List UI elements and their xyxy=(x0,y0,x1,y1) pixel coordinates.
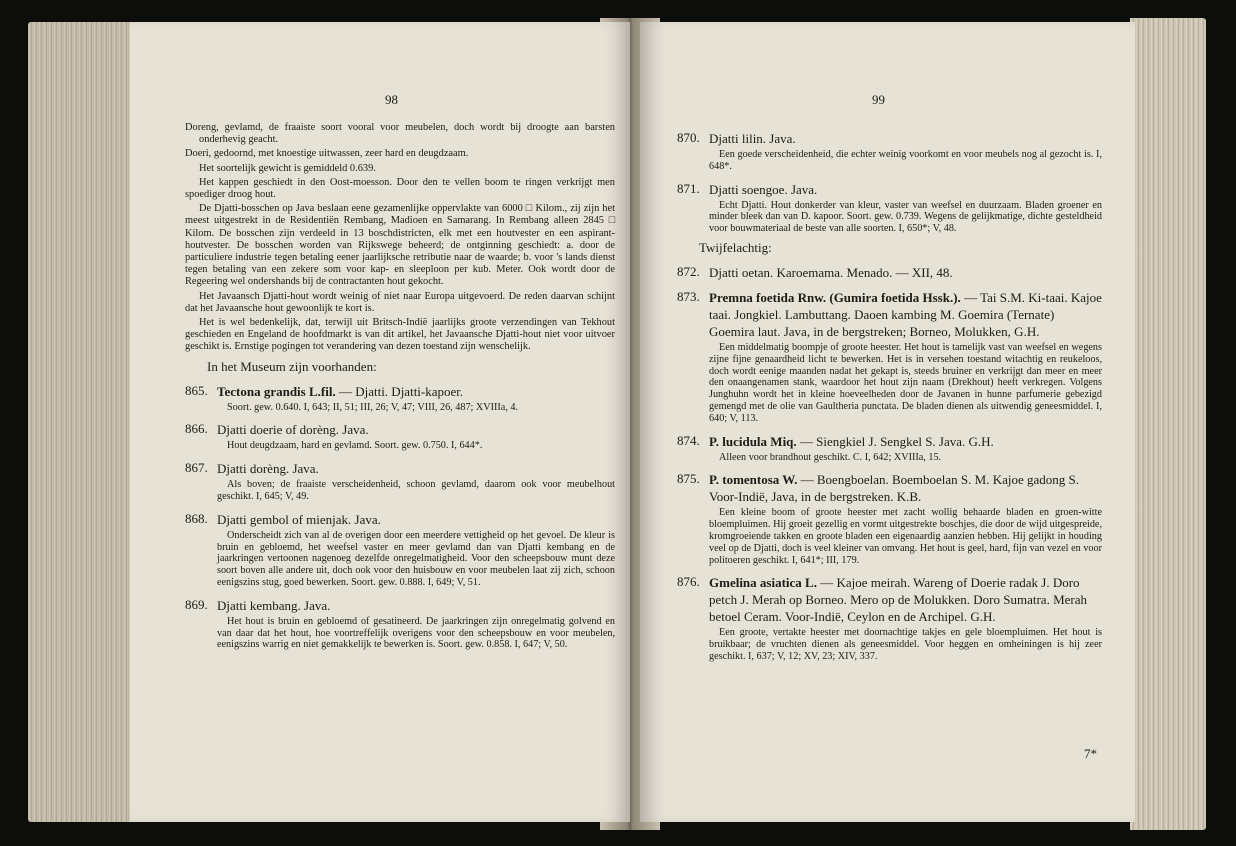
entry-names: — Siengkiel J. Sengkel S. Java. G.H. xyxy=(796,433,994,449)
catalog-entry xyxy=(677,181,1102,235)
catalog-entry xyxy=(677,471,1102,566)
page-number: 99 xyxy=(872,92,885,107)
entry-heading xyxy=(217,383,615,400)
entry-heading xyxy=(217,421,615,438)
right-page xyxy=(640,22,1135,822)
paragraph: Het Javaansch Djatti-hout wordt weinig of niet naar Europa uitgevoerd. De reden daarvan schijnt dat het Javaansche hout gewoonlijk te kort is. xyxy=(185,290,615,314)
entry-description: Soort. gew. 0.640. I, 643; II, 51; III, 26; V, 47; VIII, 26, 487; XVIIIa, 4. xyxy=(227,401,519,413)
entry-description: Onderscheidt zich van al de overigen door een meerdere vettigheid op het gevoel. De kleur is bruin en gebloemd, het weefsel vaster en meer gevlamd dan van Djatti kembang en de jaarkringen vertoonen nagenoeg dezelfde onregelmatigheid. Voor den scheepsbouw munt deze soort boven alle andere uit, doch ook voor den huisbouw en voor meubelen laat zij zich, schoon eenigszins stug, goed bewerken. Soort. gew. 0.888. I, 649; V, 51. xyxy=(217,529,615,589)
species-name: P. tomentosa W. xyxy=(709,472,798,488)
paragraph: Het kappen geschiedt in den Oost-moesson. Door den te vellen boom te ringen verkrijgt men spoediger droog hout. xyxy=(185,176,615,201)
entry-heading xyxy=(217,511,615,528)
catalog-entry xyxy=(677,574,1102,662)
entry-number: 868. xyxy=(185,510,208,526)
left-page xyxy=(130,22,630,822)
catalog-entry xyxy=(185,421,615,452)
entry-names: — Boengboelan. Boemboelan S. M. Kajoe gadong S. Voor-Indië, Java, in de bergstreken. K.B. xyxy=(709,472,1080,505)
intro-text xyxy=(185,122,615,354)
species-name: Tectona grandis L.fil. xyxy=(217,383,336,399)
entry-description: Hout deugdzaam, hard en gevlamd. Soort. gew. 0.750. I, 644*. xyxy=(227,440,483,452)
entry-names: Djatti dorèng. Java. xyxy=(217,461,319,477)
entry-list xyxy=(185,383,615,652)
catalog-entry xyxy=(677,130,1102,173)
paragraph: Doreng, gevlamd, de fraaiste soort vooral voor meubelen, doch wordt bij droogte aan barsten onderhevig geacht. xyxy=(185,122,615,146)
entry-names: Djatti oetan. Karoemama. Menado. — XII, 48. xyxy=(709,264,953,280)
entry-number: 874. xyxy=(677,432,700,448)
entry-description: Een goede verscheidenheid, die echter weinig voorkomt en voor meubels nog al gezocht is. I, 648*. xyxy=(709,149,1102,172)
species-name: Premna foetida Rnw. (Gumira foetida Hssk.). xyxy=(709,289,961,305)
catalog-entry xyxy=(185,597,615,651)
entry-description: Alleen voor brandhout geschikt. C. I, 642; XVIIIa, 15. xyxy=(719,451,942,463)
entry-heading xyxy=(217,597,615,614)
entry-number: 871. xyxy=(677,180,700,196)
entry-heading xyxy=(709,289,1102,340)
right-text-column xyxy=(677,122,1102,663)
entry-heading xyxy=(709,264,1102,281)
entry-number: 865. xyxy=(185,382,208,398)
paragraph: Doeri, gedoornd, met knoestige uitwassen, zeer hard en deugdzaam. xyxy=(185,148,469,160)
entry-description: Als boven; de fraaiste verscheidenheid, schoon gevlamd, daarom ook voor meubelhout geschikt. I, 645; V, 49. xyxy=(217,479,615,503)
entry-heading xyxy=(709,471,1102,505)
catalog-entry xyxy=(677,433,1102,464)
museum-heading: In het Museum zijn voorhanden: xyxy=(207,358,377,374)
catalog-entry xyxy=(185,511,615,589)
paragraph: Het soortelijk gewicht is gemiddeld 0.639. xyxy=(199,162,376,174)
entry-names: Djatti lilin. Java. xyxy=(709,131,796,146)
left-text-column xyxy=(185,122,615,651)
entry-names: Djatti kembang. Java. xyxy=(217,597,331,613)
catalog-entry xyxy=(185,460,615,503)
page-edges-left xyxy=(28,22,138,822)
entry-number: 870. xyxy=(677,130,700,145)
entry-names: Djatti doerie of dorèng. Java. xyxy=(217,422,369,438)
entry-heading xyxy=(709,433,1102,450)
entry-description: Het hout is bruin en gebloemd of gesatineerd. De jaarkringen zijn onregelmatig golvend en van daar dat het hout, hoe voortreffelijk overigens voor den scheepsbouw en voor meubelen, eenigszins warrig en niet gemakkelijk te bewerken is. Soort. gew. 0.858. I, 647; V, 50. xyxy=(217,615,615,651)
entry-names: — Kajoe meirah. Wareng of Doerie radak J. Doro petch J. Merah op Borneo. Mero op de Molukken. Doro Sumatra. Merah betoel Ceram. Voor-Indië, Ceylon en de Archipel. G.H. xyxy=(709,575,1087,625)
catalog-entry xyxy=(677,264,1102,281)
entry-number: 876. xyxy=(677,574,700,590)
entry-heading xyxy=(709,574,1102,625)
entry-names: Djatti gembol of mienjak. Java. xyxy=(217,511,381,527)
species-name: P. lucidula Miq. xyxy=(709,433,797,449)
species-name: Gmelina asiatica L. xyxy=(709,575,817,591)
entry-number: 873. xyxy=(677,288,700,304)
entry-list xyxy=(677,130,1102,235)
entry-description: Een kleine boom of groote heester met zacht wollig behaarde bladen en groen-witte bloempluimen. Hij groeit gezellig en vormt uitgestrekte boschjes, die door de wijd uitgespreide, kromgroeiende takken en groote bladen een eigenaardig aanzien hebben. Hij gelijkt in houding veel op de Djatti, doch is veel kleiner van omvang. Het hout is geel, hard, fijn van vezel en voor politoeren geschikt. I, 641*; III, 179. xyxy=(709,507,1102,566)
entry-number: 872. xyxy=(677,263,700,279)
entry-list xyxy=(677,264,1102,663)
entry-number: 866. xyxy=(185,421,208,437)
entry-number: 867. xyxy=(185,460,208,476)
page-edges-right xyxy=(1130,18,1206,830)
entry-names: Djatti soengoe. Java. xyxy=(709,181,818,197)
catalog-entry xyxy=(677,289,1102,425)
paragraph: De Djatti-bosschen op Java beslaan eene gezamenlijke oppervlakte van 6000 □ Kilom., zij zijn het meest uitgestrekt in de Residentiën Rembang, Madioen en Samarang. In Rembang alleen 2845 □ Kilom. De bosschen zijn verdeeld in 13 boschdistricten, elk met een houtvester en een aspirant-houtvester. De bosschen worden van Rijkswege beheerd; de ontginning geschiedt: a. door de particuliere industrie tegen betaling eener jaarlijksche retributie naar de waarde; b. voor 's lands dienst tegen betaling van een zekere som voor kap- en sleeploon per kub. Meter. Ook wordt door de Regeering wel ondershands bij de contractanten hout gekocht. xyxy=(185,203,615,288)
entry-description: Een middelmatig boompje of groote heester. Het hout is tamelijk vast van weefsel en wegens zijne fijne genaardheid licht te bewerken. Het is in versehen toestand witachtig en reukeloos, doch wordt eenige maanden nadat het gekapt is, steeds bruiner en verkrijgt dan meer en meer den onaangenamen stank, waardoor het hout zijn naam (Drekhout) heeft verkregen. Volgens Junghuhn wordt het in kleine hoeveelheden door de Javanen in hunne parfumerie gebezigd gemengd met de olie van Gaultheria punctata. De bladen dienen als uitwendig geneesmiddel. I, 640; V, 113. xyxy=(709,341,1102,424)
paragraph: Het is wel bedenkelijk, dat, terwijl uit Britsch-Indië jaarlijks groote verzendingen van Tekhout geschieden en Engeland de hoofdmarkt is van dit artikel, het Javaansche Djatti-hout niet voor uitvoer geschikt is. Ernstige pogingen tot verandering van dezen toestand zijn wenschelijk. xyxy=(185,317,615,353)
entry-heading xyxy=(709,130,1102,147)
entry-number: 875. xyxy=(677,471,700,487)
doubtful-heading: Twijfelachtig: xyxy=(699,239,772,255)
catalog-entry xyxy=(185,383,615,414)
page-number: 98 xyxy=(385,92,398,107)
entry-number: 869. xyxy=(185,596,208,612)
entry-description: Echt Djatti. Hout donkerder van kleur, vaster van weefsel en duurzaam. Bladen groener en minder bleek dan van D. kapoor. Soort. gew. 0.739. Wegens de gelijkmatige, dichte gesteldheid voor bouwmateriaal de beste van alle soorten. I, 650*; V, 48. xyxy=(709,199,1102,235)
entry-heading xyxy=(217,460,615,477)
signature-mark: 7* xyxy=(1084,746,1097,761)
entry-heading xyxy=(709,181,1102,198)
entry-names: — Djatti. Djatti-kapoer. xyxy=(335,383,464,399)
entry-description: Een groote, vertakte heester met doornachtige takjes en gele bloempluimen. Het hout is bruikbaar; de vruchten dienen als geneesmiddel. Voor heggen en omheiningen is hij zeer geschikt. I, 637; V, 12; XV, 23; XIV, 337. xyxy=(709,627,1102,662)
entry-names: — Tai S.M. Ki-taai. Kajoe taai. Jongkiel. Lambuttang. Daoen kambing M. Goemira (Ternate) Goemira laut. Java, in de bergstreken; Borneo, Molukken, G.H. xyxy=(709,289,1102,339)
